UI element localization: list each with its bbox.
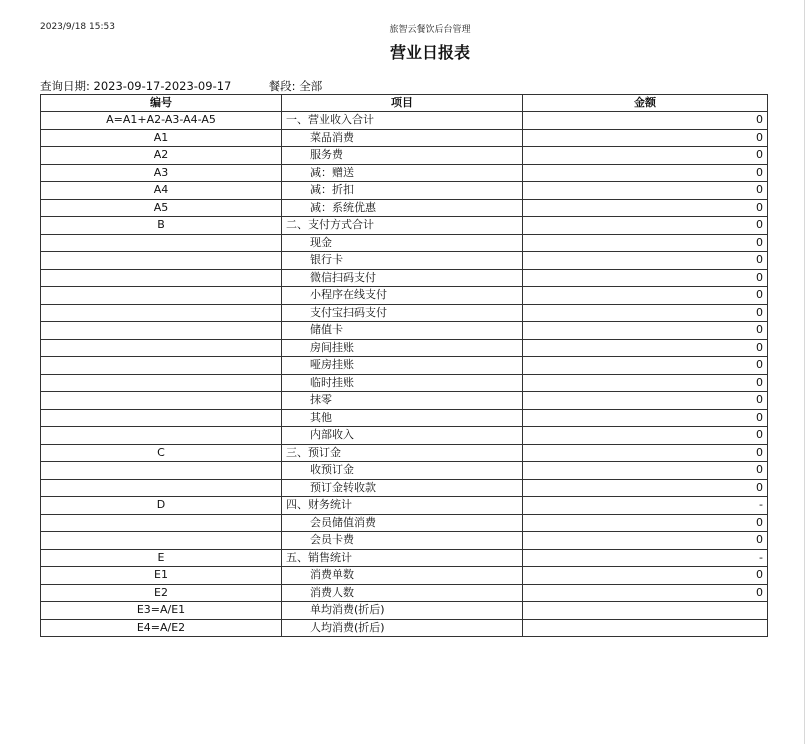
row-item: 支付宝扫码支付 xyxy=(282,304,523,322)
table-row xyxy=(41,287,768,305)
row-amount: 0 xyxy=(523,129,768,147)
row-code: E3=A/E1 xyxy=(41,602,282,620)
table-row xyxy=(41,112,768,130)
row-code xyxy=(41,287,282,305)
table-row xyxy=(41,182,768,200)
row-amount: - xyxy=(523,549,768,567)
query-date-label: 查询日期: xyxy=(40,79,90,93)
row-item: 内部收入 xyxy=(282,427,523,445)
table-row xyxy=(41,199,768,217)
row-item: 临时挂账 xyxy=(282,374,523,392)
table-row xyxy=(41,514,768,532)
row-amount: 0 xyxy=(523,164,768,182)
system-name: 旅智云餐饮后台管理 xyxy=(389,25,471,35)
row-amount: 0 xyxy=(523,532,768,550)
row-item: 收预订金 xyxy=(282,462,523,480)
row-amount: 0 xyxy=(523,427,768,445)
row-item: 消费人数 xyxy=(282,584,523,602)
table-row xyxy=(41,479,768,497)
row-amount: 0 xyxy=(523,584,768,602)
row-code xyxy=(41,409,282,427)
row-amount: 0 xyxy=(523,479,768,497)
row-amount: 0 xyxy=(523,409,768,427)
table-row xyxy=(41,269,768,287)
print-timestamp: 2023/9/18 15:53 xyxy=(40,22,115,32)
row-code xyxy=(41,427,282,445)
table-row xyxy=(41,602,768,620)
meal-period-label: 餐段: xyxy=(268,79,296,93)
row-item: 哑房挂账 xyxy=(282,357,523,375)
report-title: 营业日报表 xyxy=(389,43,470,62)
row-item: 预订金转收款 xyxy=(282,479,523,497)
row-item: 人均消费(折后) xyxy=(282,619,523,637)
row-item: 减：折扣 xyxy=(282,182,523,200)
table-row xyxy=(41,252,768,270)
row-item: 微信扫码支付 xyxy=(282,269,523,287)
table-row xyxy=(41,357,768,375)
table-row xyxy=(41,322,768,340)
row-item: 银行卡 xyxy=(282,252,523,270)
row-code xyxy=(41,339,282,357)
row-amount: 0 xyxy=(523,339,768,357)
row-amount: 0 xyxy=(523,182,768,200)
row-item: 三、预订金 xyxy=(282,444,523,462)
table-row xyxy=(41,462,768,480)
table-row xyxy=(41,234,768,252)
row-amount: 0 xyxy=(523,269,768,287)
table-body xyxy=(41,112,768,637)
table-row xyxy=(41,392,768,410)
row-code xyxy=(41,252,282,270)
row-item: 菜品消费 xyxy=(282,129,523,147)
table-row xyxy=(41,549,768,567)
row-code: A=A1+A2-A3-A4-A5 xyxy=(41,112,282,130)
table-row xyxy=(41,147,768,165)
row-code: A3 xyxy=(41,164,282,182)
table-row xyxy=(41,304,768,322)
page-edge xyxy=(804,0,805,744)
query-info xyxy=(40,78,322,94)
row-item: 一、营业收入合计 xyxy=(282,112,523,130)
row-amount: 0 xyxy=(523,234,768,252)
row-item: 二、支付方式合计 xyxy=(282,217,523,235)
row-item: 现金 xyxy=(282,234,523,252)
row-code: E4=A/E2 xyxy=(41,619,282,637)
row-item: 抹零 xyxy=(282,392,523,410)
header-amount: 金额 xyxy=(523,95,768,112)
row-code xyxy=(41,462,282,480)
row-amount: 0 xyxy=(523,392,768,410)
row-item: 其他 xyxy=(282,409,523,427)
table-row xyxy=(41,409,768,427)
row-code xyxy=(41,357,282,375)
row-code xyxy=(41,392,282,410)
row-code: A4 xyxy=(41,182,282,200)
row-item: 五、销售统计 xyxy=(282,549,523,567)
table-header-row xyxy=(41,95,768,112)
row-amount: 0 xyxy=(523,252,768,270)
row-code: E1 xyxy=(41,567,282,585)
row-amount: 0 xyxy=(523,514,768,532)
table-row xyxy=(41,339,768,357)
row-amount: 0 xyxy=(523,287,768,305)
row-code: A2 xyxy=(41,147,282,165)
table-row xyxy=(41,497,768,515)
row-item: 消费单数 xyxy=(282,567,523,585)
table-row xyxy=(41,164,768,182)
table-row xyxy=(41,217,768,235)
row-item: 减：赠送 xyxy=(282,164,523,182)
row-code: A5 xyxy=(41,199,282,217)
row-code xyxy=(41,479,282,497)
table-row xyxy=(41,584,768,602)
row-item: 四、财务统计 xyxy=(282,497,523,515)
row-amount: 0 xyxy=(523,567,768,585)
meal-period-value: 全部 xyxy=(299,79,323,93)
row-item: 会员储值消费 xyxy=(282,514,523,532)
row-code xyxy=(41,514,282,532)
header-item: 项目 xyxy=(282,95,523,112)
daily-report-table xyxy=(40,94,768,637)
row-amount: 0 xyxy=(523,147,768,165)
table-row xyxy=(41,619,768,637)
row-amount: 0 xyxy=(523,357,768,375)
row-code: E xyxy=(41,549,282,567)
row-amount: 0 xyxy=(523,199,768,217)
table-row xyxy=(41,444,768,462)
row-amount: 0 xyxy=(523,217,768,235)
row-item: 会员卡费 xyxy=(282,532,523,550)
table-row xyxy=(41,532,768,550)
row-amount: 0 xyxy=(523,444,768,462)
row-item: 单均消费(折后) xyxy=(282,602,523,620)
row-code xyxy=(41,322,282,340)
row-amount xyxy=(523,619,768,637)
row-amount: 0 xyxy=(523,374,768,392)
row-code xyxy=(41,374,282,392)
row-item: 储值卡 xyxy=(282,322,523,340)
row-code xyxy=(41,304,282,322)
row-amount: 0 xyxy=(523,304,768,322)
row-code: C xyxy=(41,444,282,462)
row-code: B xyxy=(41,217,282,235)
header-code: 编号 xyxy=(41,95,282,112)
row-item: 小程序在线支付 xyxy=(282,287,523,305)
row-amount: 0 xyxy=(523,462,768,480)
table-row xyxy=(41,427,768,445)
table-row xyxy=(41,129,768,147)
row-amount: 0 xyxy=(523,112,768,130)
row-amount: - xyxy=(523,497,768,515)
row-code xyxy=(41,269,282,287)
row-item: 减：系统优惠 xyxy=(282,199,523,217)
row-code: A1 xyxy=(41,129,282,147)
row-amount: 0 xyxy=(523,322,768,340)
row-item: 服务费 xyxy=(282,147,523,165)
table-row xyxy=(41,374,768,392)
row-code xyxy=(41,234,282,252)
row-item: 房间挂账 xyxy=(282,339,523,357)
query-date-value: 2023-09-17-2023-09-17 xyxy=(93,79,232,93)
row-code xyxy=(41,532,282,550)
row-code: D xyxy=(41,497,282,515)
row-code: E2 xyxy=(41,584,282,602)
row-amount xyxy=(523,602,768,620)
table-row xyxy=(41,567,768,585)
